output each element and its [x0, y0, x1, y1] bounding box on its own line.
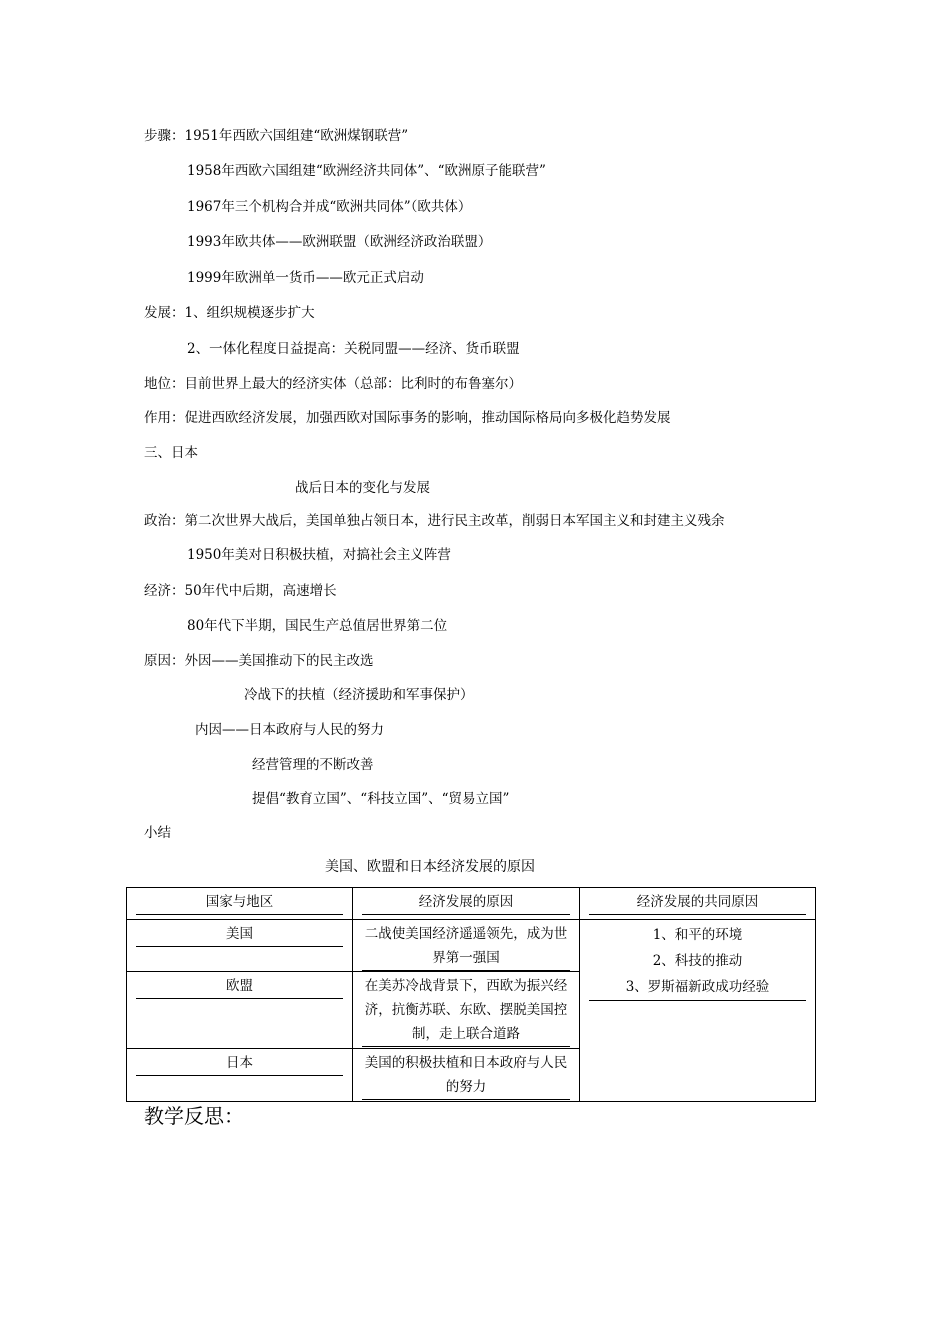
step-item: 1958年西欧六国组建“欧洲经济共同体”、“欧洲原子能联营”	[187, 163, 546, 179]
region-reason: 二战使美国经济遥遥领先，成为世界第一强国	[362, 922, 570, 971]
region-reason: 在美苏冷战背景下，西欧为振兴经济，抗衡苏联、东欧、摆脱美国控制，走上联合道路	[362, 974, 570, 1047]
common-cell	[580, 920, 816, 1102]
politics-label: 政治：	[144, 513, 185, 529]
header-cell	[580, 888, 816, 920]
common-item: 1、和平的环境	[652, 927, 743, 943]
reason-item: 经营管理的不断改善	[252, 757, 374, 773]
economy-item: 50年代中后期，高速增长	[184, 583, 337, 599]
steps-line-1	[144, 126, 408, 146]
reason-cell	[353, 920, 580, 972]
economy-label: 经济：	[144, 583, 185, 599]
japan-heading: 三、日本	[144, 445, 198, 461]
common-reasons	[589, 922, 806, 1001]
table-row	[127, 920, 816, 972]
header-common: 经济发展的共同原因	[589, 890, 806, 915]
reason-item: 冷战下的扶植（经济援助和军事保护）	[244, 687, 474, 703]
politics-line-1	[144, 511, 725, 531]
region-cell	[127, 1049, 353, 1102]
region-cell	[127, 972, 353, 1049]
status-text: 目前世界上最大的经济实体（总部：比利时的布鲁塞尔）	[184, 376, 522, 392]
region-reason: 美国的积极扶植和日本政府与人民的努力	[362, 1051, 570, 1100]
steps-label: 步骤：	[144, 128, 185, 144]
development-line-1	[144, 303, 315, 323]
japan-subtitle: 战后日本的变化与发展	[295, 480, 430, 496]
development-item: 1、组织规模逐步扩大	[184, 305, 315, 321]
reasons-line-1	[144, 651, 374, 671]
status-label: 地位：	[144, 376, 185, 392]
reason-item: 外因——美国推动下的民主改选	[184, 653, 374, 669]
table-header-row	[127, 888, 816, 920]
development-item: 2、一体化程度日益提高：关税同盟——经济、货币联盟	[187, 341, 520, 357]
role-line	[144, 408, 671, 428]
teaching-reflection-heading: 教学反思：	[144, 1104, 244, 1128]
reason-item: 内因——日本政府与人民的努力	[195, 722, 384, 738]
role-label: 作用：	[144, 410, 185, 426]
step-item: 1999年欧洲单一货币——欧元正式启动	[187, 270, 424, 286]
economy-line-1	[144, 581, 337, 601]
common-item: 2、科技的推动	[652, 953, 743, 969]
region-name: 欧盟	[136, 974, 343, 999]
table-title: 美国、欧盟和日本经济发展的原因	[325, 859, 535, 875]
reason-item: 提倡“教育立国”、“科技立国”、“贸易立国”	[252, 791, 510, 807]
reason-cell	[353, 1049, 580, 1102]
politics-item: 1950年美对日积极扶植，对搞社会主义阵营	[187, 547, 451, 563]
step-item: 1951年西欧六国组建“欧洲煤钢联营”	[184, 128, 409, 144]
status-line	[144, 374, 522, 394]
region-cell	[127, 920, 353, 972]
region-name: 日本	[136, 1051, 343, 1076]
development-label: 发展：	[144, 305, 185, 321]
header-reason: 经济发展的原因	[362, 890, 570, 915]
header-region: 国家与地区	[136, 890, 343, 915]
common-item: 3、罗斯福新政成功经验	[625, 979, 770, 995]
reasons-label: 原因：	[144, 653, 185, 669]
header-cell	[127, 888, 353, 920]
header-cell	[353, 888, 580, 920]
summary-table	[126, 887, 816, 1102]
reason-cell	[353, 972, 580, 1049]
region-name: 美国	[136, 922, 343, 947]
politics-item: 第二次世界大战后，美国单独占领日本，进行民主改革，削弱日本军国主义和封建主义残余	[184, 513, 725, 529]
step-item: 1993年欧共体——欧洲联盟（欧洲经济政治联盟）	[187, 234, 492, 250]
step-item: 1967年三个机构合并成“欧洲共同体”（欧共体）	[187, 199, 472, 215]
summary-label: 小结	[144, 825, 171, 841]
economy-item: 80年代下半期，国民生产总值居世界第二位	[187, 618, 448, 634]
role-text: 促进西欧经济发展，加强西欧对国际事务的影响，推动国际格局向多极化趋势发展	[184, 410, 671, 426]
